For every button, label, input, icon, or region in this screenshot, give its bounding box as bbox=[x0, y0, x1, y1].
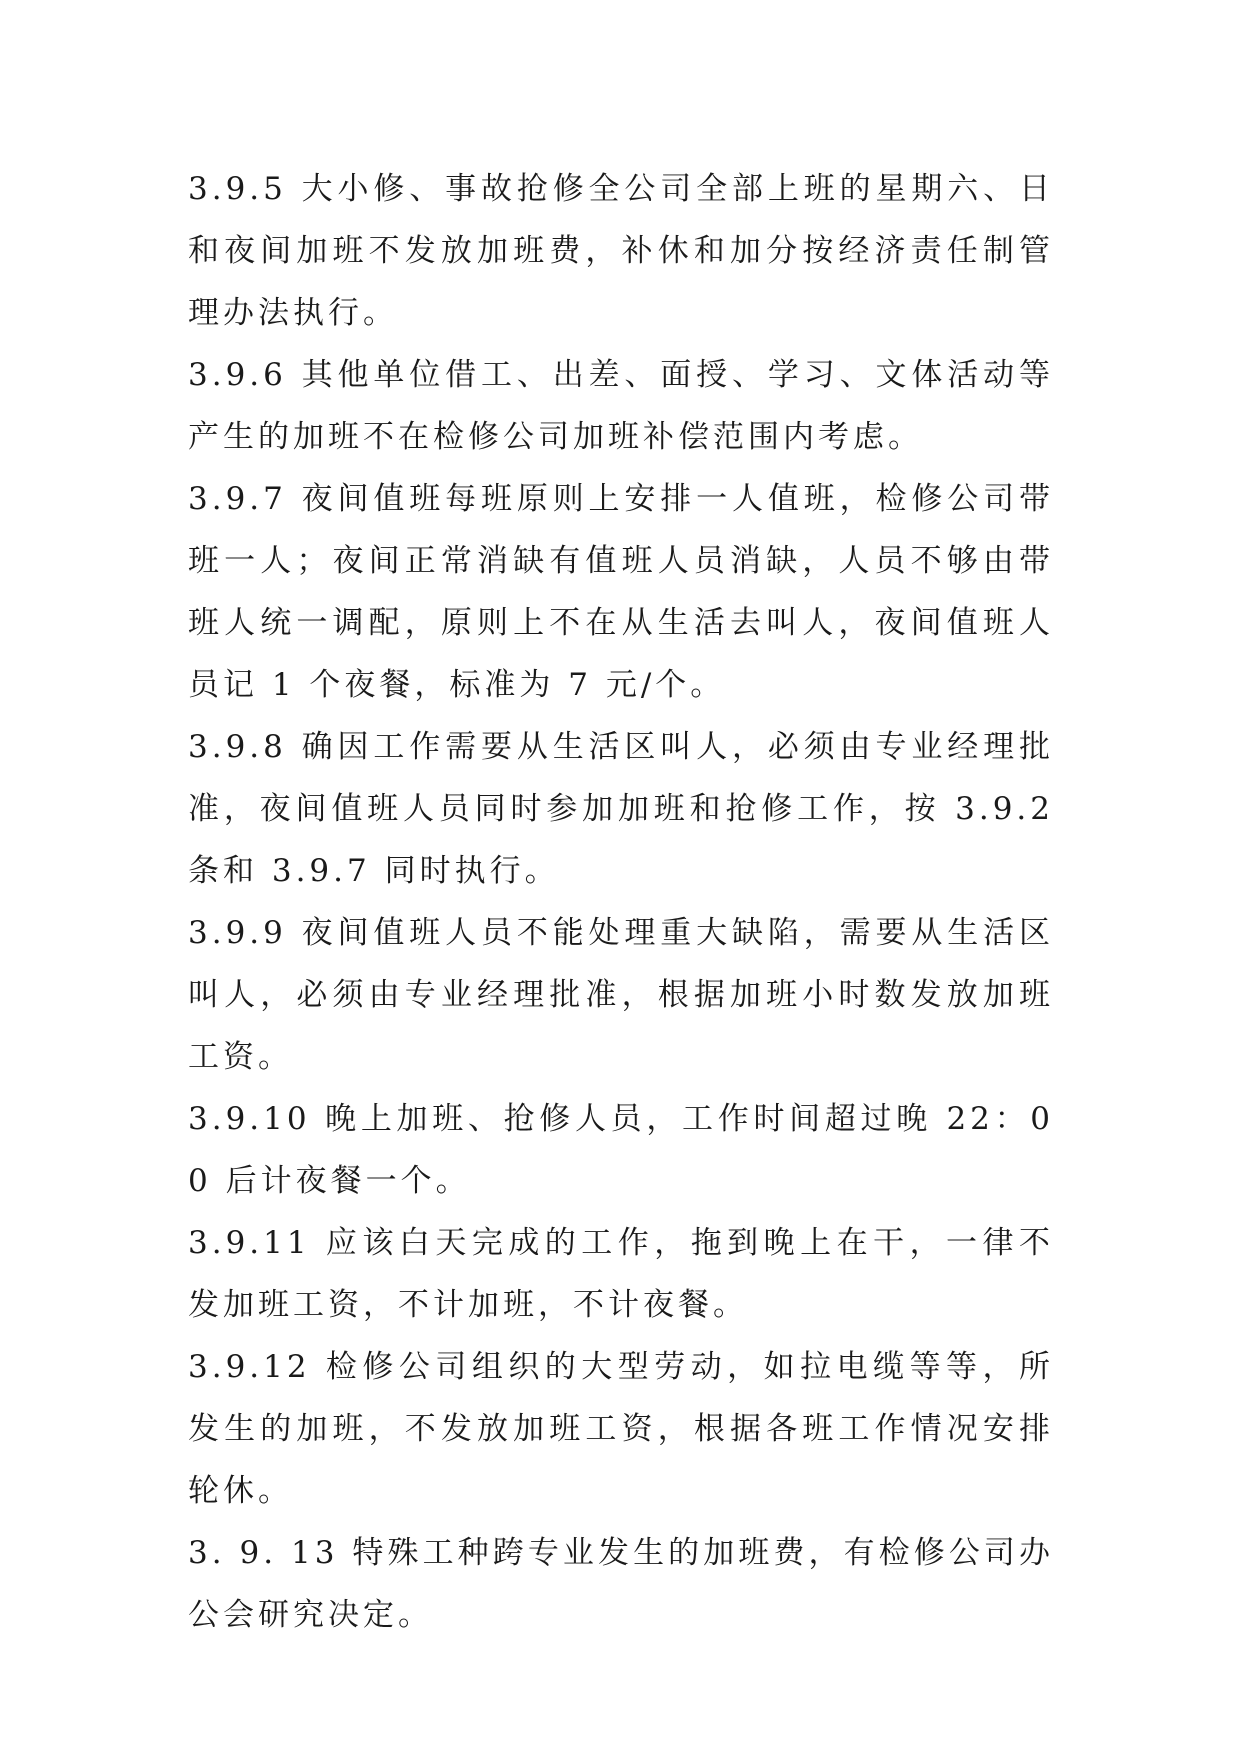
clause-3-9-9: 3.9.9 夜间值班人员不能处理重大缺陷，需要从生活区叫人，必须由专业经理批准，根据加班小时数发放加班工资。 bbox=[188, 915, 1054, 1075]
clause-3-9-10: 3.9.10 晚上加班、抢修人员，工作时间超过晚 22：00 后计夜餐一个。 bbox=[188, 1101, 1054, 1199]
clause-3-9-13: 3. 9. 13 特殊工种跨专业发生的加班费，有检修公司办公会研究决定。 bbox=[188, 1535, 1054, 1633]
clause-3-9-12: 3.9.12 检修公司组织的大型劳动，如拉电缆等等，所发生的加班，不发放加班工资，根据各班工作情况安排轮休。 bbox=[188, 1349, 1054, 1509]
document-body bbox=[188, 158, 1054, 1646]
clause-3-9-6: 3.9.6 其他单位借工、出差、面授、学习、文体活动等产生的加班不在检修公司加班补偿范围内考虑。 bbox=[188, 357, 1054, 455]
clause-3-9-7: 3.9.7 夜间值班每班原则上安排一人值班，检修公司带班一人；夜间正常消缺有值班人员消缺，人员不够由带班人统一调配，原则上不在从生活去叫人，夜间值班人员记 1 个夜餐，标准为 7 元/个。 bbox=[188, 481, 1054, 703]
clause-3-9-11: 3.9.11 应该白天完成的工作，拖到晚上在干，一律不发加班工资，不计加班，不计夜餐。 bbox=[188, 1225, 1054, 1323]
clause-3-9-8: 3.9.8 确因工作需要从生活区叫人，必须由专业经理批准，夜间值班人员同时参加加班和抢修工作，按 3.9.2 条和 3.9.7 同时执行。 bbox=[188, 729, 1054, 889]
clause-3-9-5: 3.9.5 大小修、事故抢修全公司全部上班的星期六、日和夜间加班不发放加班费，补休和加分按经济责任制管理办法执行。 bbox=[188, 171, 1054, 331]
